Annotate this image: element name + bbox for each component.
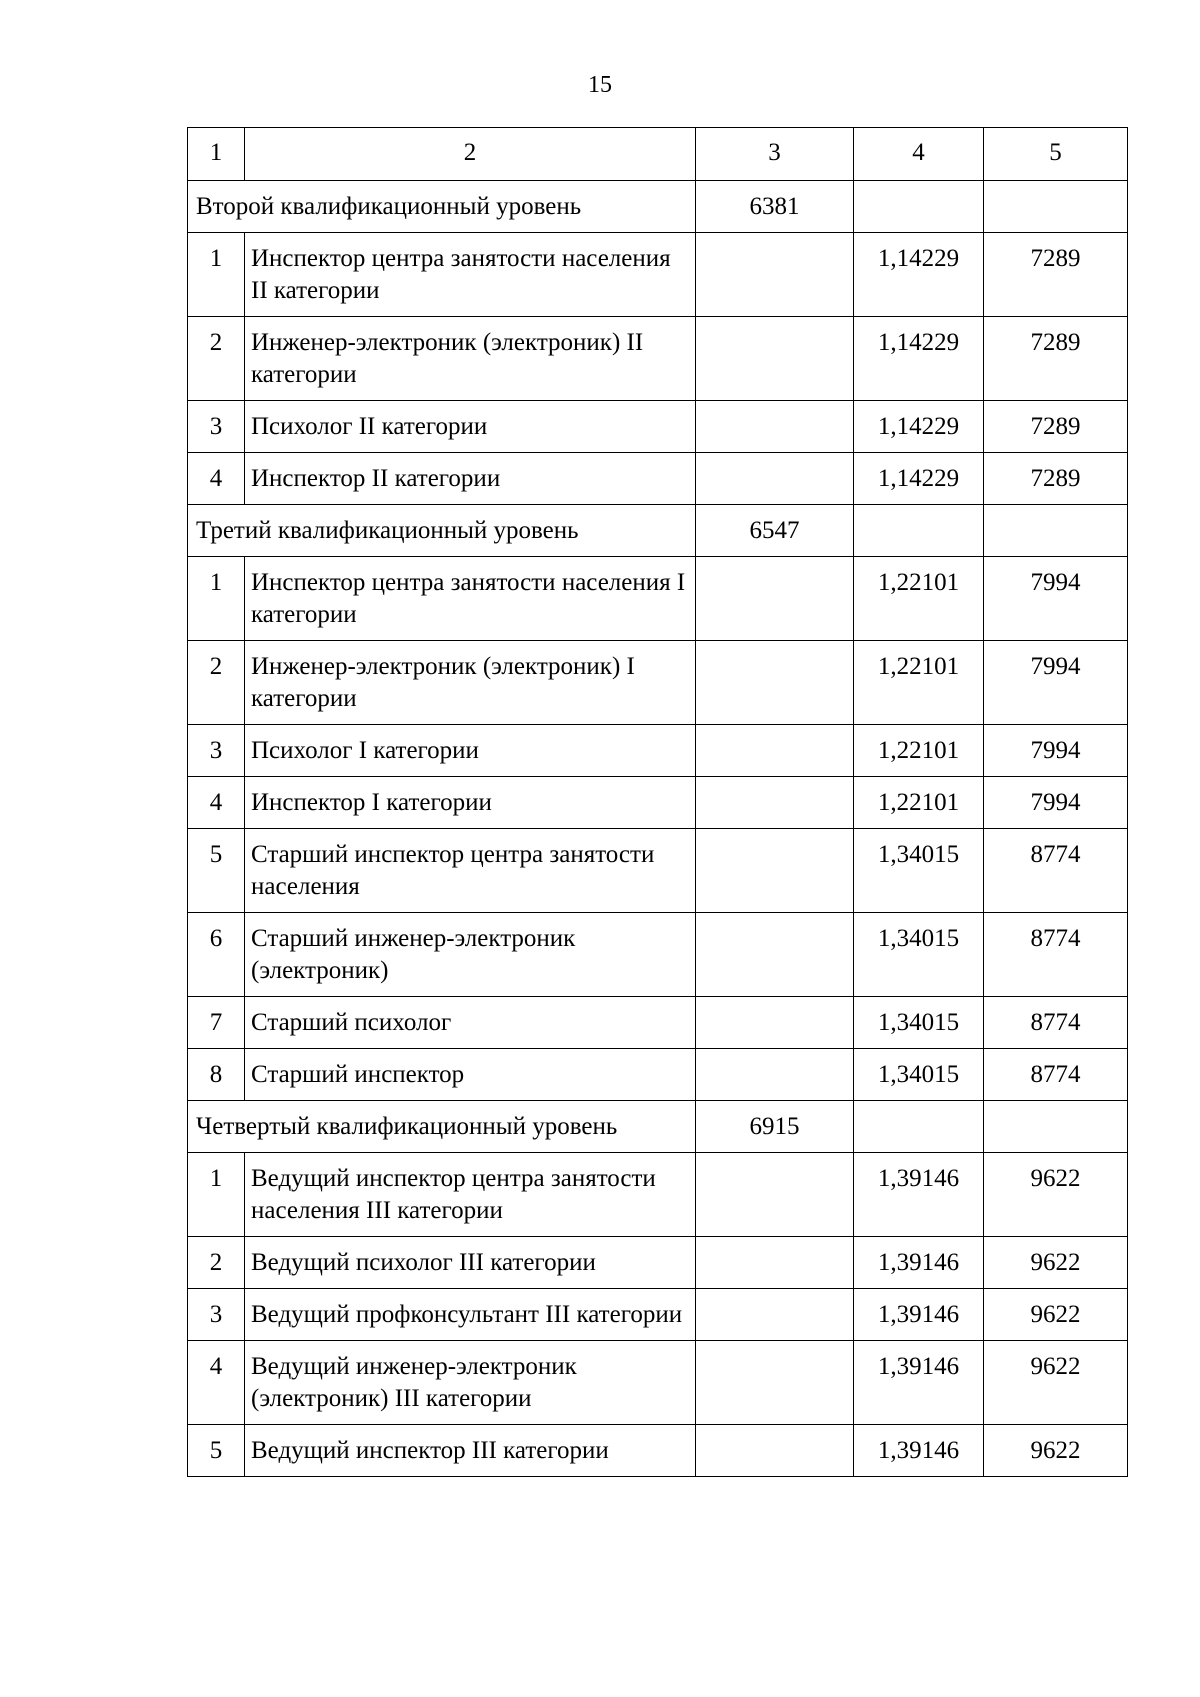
position-name-cell: Ведущий психолог III категории [245,1237,696,1289]
salary-cell: 9622 [984,1153,1128,1237]
qualification-level-row [188,505,1128,557]
salary-cell: 9622 [984,1425,1128,1477]
empty-cell [696,401,854,453]
table-row [188,401,1128,453]
salary-cell: 7289 [984,317,1128,401]
table-row [188,1237,1128,1289]
empty-cell [696,829,854,913]
salary-cell: 8774 [984,913,1128,997]
table-row [188,913,1128,997]
salary-cell: 7289 [984,401,1128,453]
row-number-cell: 1 [188,557,245,641]
coefficient-cell: 1,39146 [854,1425,984,1477]
table-row [188,997,1128,1049]
row-number-cell: 3 [188,1289,245,1341]
empty-cell [696,233,854,317]
empty-cell [984,181,1128,233]
header-cell-5: 5 [984,128,1128,181]
empty-cell [696,1425,854,1477]
position-name-cell: Психолог I категории [245,725,696,777]
base-salary-cell: 6547 [696,505,854,557]
row-number-cell: 3 [188,401,245,453]
salary-cell: 8774 [984,1049,1128,1101]
row-number-cell: 5 [188,829,245,913]
table-row [188,557,1128,641]
salary-cell: 8774 [984,829,1128,913]
empty-cell [696,641,854,725]
coefficient-cell: 1,39146 [854,1153,984,1237]
salary-cell: 7289 [984,453,1128,505]
table-row [188,829,1128,913]
empty-cell [854,181,984,233]
position-name-cell: Психолог II категории [245,401,696,453]
salary-cell: 7994 [984,725,1128,777]
row-number-cell: 7 [188,997,245,1049]
empty-cell [696,1153,854,1237]
empty-cell [696,725,854,777]
empty-cell [984,505,1128,557]
coefficient-cell: 1,34015 [854,913,984,997]
table-row [188,641,1128,725]
row-number-cell: 4 [188,1341,245,1425]
position-name-cell: Ведущий профконсультант III категории [245,1289,696,1341]
salary-cell: 9622 [984,1237,1128,1289]
empty-cell [984,1101,1128,1153]
position-name-cell: Старший инспектор [245,1049,696,1101]
coefficient-cell: 1,34015 [854,1049,984,1101]
header-cell-3: 3 [696,128,854,181]
coefficient-cell: 1,14229 [854,401,984,453]
position-name-cell: Инспектор II категории [245,453,696,505]
salary-cell: 7289 [984,233,1128,317]
table-row [188,233,1128,317]
coefficient-cell: 1,22101 [854,557,984,641]
table-row [188,1425,1128,1477]
position-name-cell: Ведущий инспектор III категории [245,1425,696,1477]
salary-cell: 7994 [984,777,1128,829]
empty-cell [696,557,854,641]
position-name-cell: Инспектор центра занятости населения II категории [245,233,696,317]
table-row [188,1341,1128,1425]
table-row [188,777,1128,829]
coefficient-cell: 1,34015 [854,997,984,1049]
empty-cell [854,1101,984,1153]
table-row [188,1289,1128,1341]
table-row [188,1049,1128,1101]
header-cell-4: 4 [854,128,984,181]
table-row [188,1153,1128,1237]
empty-cell [696,1237,854,1289]
empty-cell [854,505,984,557]
position-name-cell: Инспектор I категории [245,777,696,829]
coefficient-cell: 1,22101 [854,777,984,829]
table-row [188,725,1128,777]
salary-cell: 9622 [984,1289,1128,1341]
row-number-cell: 4 [188,777,245,829]
salary-cell: 7994 [984,557,1128,641]
position-name-cell: Старший психолог [245,997,696,1049]
coefficient-cell: 1,22101 [854,641,984,725]
coefficient-cell: 1,34015 [854,829,984,913]
salary-cell: 7994 [984,641,1128,725]
qualification-level-title: Четвертый квалификационный уровень [188,1101,696,1153]
position-name-cell: Ведущий инженер-электроник (электроник) III категории [245,1341,696,1425]
coefficient-cell: 1,14229 [854,233,984,317]
empty-cell [696,317,854,401]
row-number-cell: 4 [188,453,245,505]
empty-cell [696,453,854,505]
position-name-cell: Инженер-электроник (электроник) II категории [245,317,696,401]
position-name-cell: Инженер-электроник (электроник) I категории [245,641,696,725]
row-number-cell: 2 [188,1237,245,1289]
table-row [188,317,1128,401]
empty-cell [696,777,854,829]
empty-cell [696,997,854,1049]
empty-cell [696,1049,854,1101]
header-cell-2: 2 [245,128,696,181]
qualification-level-title: Третий квалификационный уровень [188,505,696,557]
row-number-cell: 1 [188,1153,245,1237]
coefficient-cell: 1,14229 [854,317,984,401]
row-number-cell: 1 [188,233,245,317]
position-name-cell: Старший инспектор центра занятости населения [245,829,696,913]
position-name-cell: Ведущий инспектор центра занятости населения III категории [245,1153,696,1237]
coefficient-cell: 1,14229 [854,453,984,505]
coefficient-cell: 1,39146 [854,1237,984,1289]
table-row [188,453,1128,505]
row-number-cell: 3 [188,725,245,777]
position-name-cell: Инспектор центра занятости населения I категории [245,557,696,641]
page-number: 15 [588,72,612,98]
base-salary-cell: 6915 [696,1101,854,1153]
row-number-cell: 2 [188,317,245,401]
salary-table [187,127,1128,1477]
empty-cell [696,913,854,997]
coefficient-cell: 1,39146 [854,1289,984,1341]
row-number-cell: 6 [188,913,245,997]
row-number-cell: 5 [188,1425,245,1477]
coefficient-cell: 1,39146 [854,1341,984,1425]
salary-table-body [188,128,1128,1477]
salary-cell: 9622 [984,1341,1128,1425]
position-name-cell: Старший инженер-электроник (электроник) [245,913,696,997]
row-number-cell: 8 [188,1049,245,1101]
table-header-row [188,128,1128,181]
base-salary-cell: 6381 [696,181,854,233]
empty-cell [696,1341,854,1425]
empty-cell [696,1289,854,1341]
row-number-cell: 2 [188,641,245,725]
header-cell-1: 1 [188,128,245,181]
coefficient-cell: 1,22101 [854,725,984,777]
salary-cell: 8774 [984,997,1128,1049]
qualification-level-row [188,1101,1128,1153]
qualification-level-title: Второй квалификационный уровень [188,181,696,233]
qualification-level-row [188,181,1128,233]
